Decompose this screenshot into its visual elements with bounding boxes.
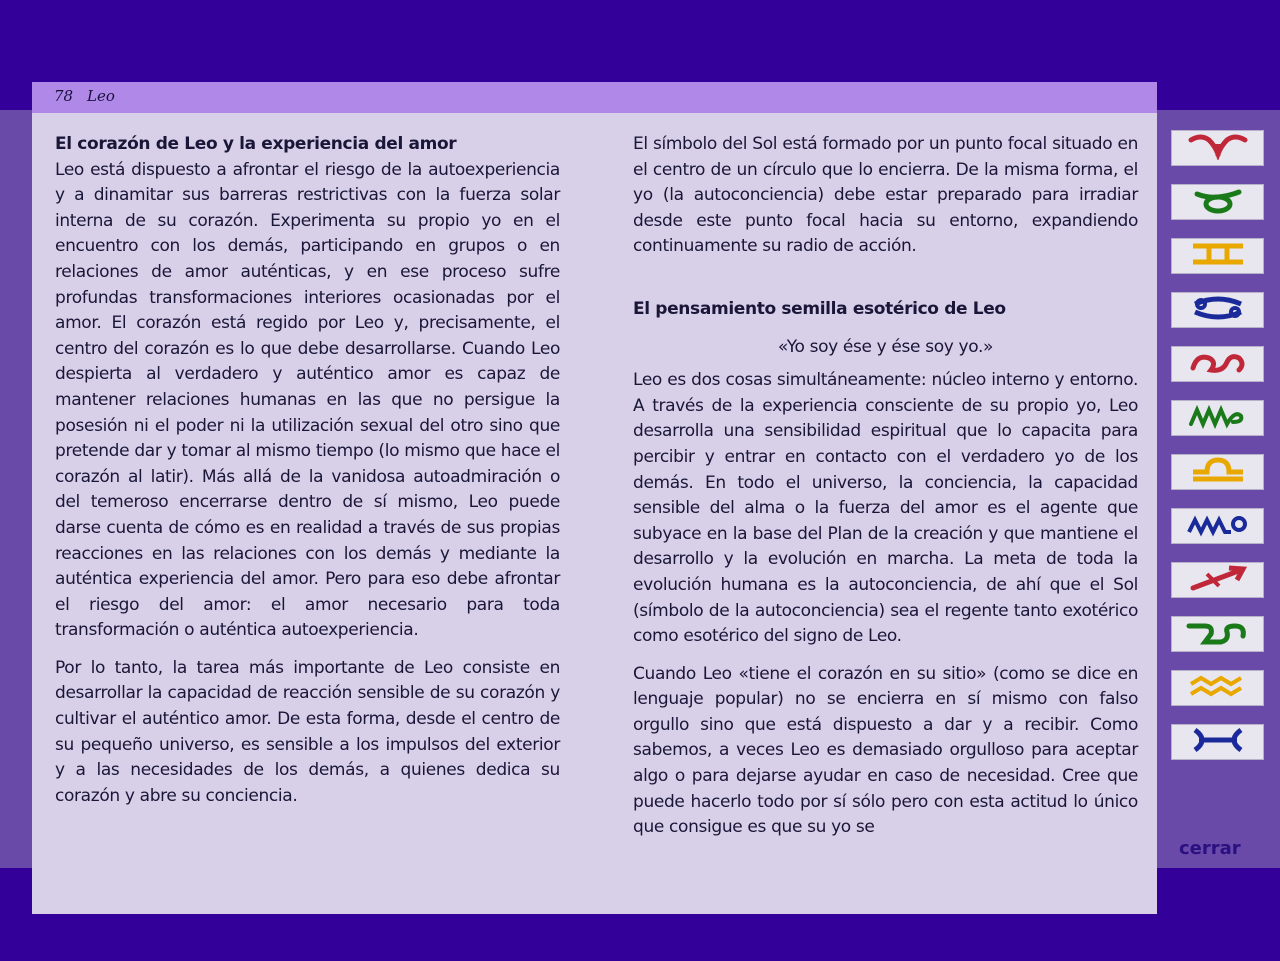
gemini-icon	[1183, 240, 1253, 272]
paragraph: Leo está dispuesto a afrontar el riesgo de la autoexperiencia y a dinamitar sus barreras restrictivas con la fuerza solar interna de su corazón. Experimenta su propio yo en el encuentro con los demás, participando en grupos o en relaciones de amor auténticas, y en ese proceso sufre profundas transformaciones interiores ocasionadas por el amor. El corazón está regido por Leo y, precisamente, el centro del corazón es lo que debe desarrollarse. Cuando Leo despierta al verdadero y auténtico amor es capaz de mantener relaciones humanas en las que no persigue la posesión ni el poder ni la utilización sexual del otro sino que pretende dar y tomar al mismo tiempo (lo mismo que hace el corazón al latir). Más allá de la vanidosa autoadmiración o del temeroso encerrarse dentro de sí mismo, Leo puede darse cuenta de cómo es en realidad a través de sus propias reacciones en las relaciones con los demás y mediante la auténtica experiencia del amor. Pero para eso debe afrontar el riesgo del amor: el amor necesario para toda transformación o auténtica autoexperiencia.	[55, 159, 560, 641]
capricorn-icon	[1183, 618, 1253, 650]
section-heading-left: El corazón de Leo y la experiencia del amor	[55, 134, 457, 154]
section-heading-right: El pensamiento semilla esotérico de Leo	[633, 298, 1006, 319]
scorpio-icon	[1183, 510, 1253, 542]
seed-thought-quote: «Yo soy ése y ése soy yo.»	[777, 336, 994, 357]
zodiac-button-aquarius[interactable]	[1171, 670, 1264, 706]
left-column	[55, 132, 560, 821]
zodiac-button-taurus[interactable]	[1171, 184, 1264, 220]
leo-icon	[1183, 348, 1253, 380]
zodiac-button-cancer[interactable]	[1171, 292, 1264, 328]
zodiac-button-leo[interactable]	[1171, 346, 1264, 382]
zodiac-navigation	[1171, 130, 1266, 778]
aquarius-icon	[1183, 672, 1253, 704]
sagittarius-icon	[1183, 564, 1253, 596]
taurus-icon	[1183, 186, 1253, 218]
zodiac-button-scorpio[interactable]	[1171, 508, 1264, 544]
page-header	[32, 82, 1157, 113]
libra-icon	[1183, 456, 1253, 488]
close-button[interactable]: cerrar	[1179, 838, 1241, 859]
zodiac-button-pisces[interactable]	[1171, 724, 1264, 760]
zodiac-button-gemini[interactable]	[1171, 238, 1264, 274]
paragraph: Leo es dos cosas simultáneamente: núcleo interno y entorno. A través de la experiencia consciente de su propio yo, Leo desarrolla una sensibilidad espiritual que lo capacita para percibir y entrar en contacto con el verdadero yo de los demás. En todo el universo, la conciencia, la capacidad sensible del alma o la fuerza del amor es el agente que subyace en la base del Plan de la creación y que mantiene el desarrollo y la evolución en marcha. La meta de toda la evolución humana es la autoconciencia, de ahí que el Sol (símbolo de la autoconciencia) sea el regente tanto exotérico como esotérico del signo de Leo.	[633, 370, 1138, 647]
book-page	[32, 82, 1157, 914]
paragraph: Por lo tanto, la tarea más importante de Leo consiste en desarrollar la capacidad de reacción sensible de su corazón y cultivar el auténtico amor. De esta forma, desde el centro de su pequeño universo, es sensible a los impulsos del exterior y a las necesidades de los demás, a quienes dedica su corazón y abre su conciencia.	[55, 657, 560, 806]
paragraph: El símbolo del Sol está formado por un punto focal situado en el centro de un círculo que lo encierra. De la misma forma, el yo (la autoconciencia) debe estar preparado para irradiar desde este punto focal hacia su entorno, expandiendo continuamente su radio de acción.	[633, 134, 1138, 257]
virgo-icon	[1183, 402, 1253, 434]
running-title: Leo	[87, 87, 115, 105]
zodiac-button-sagittarius[interactable]	[1171, 562, 1264, 598]
pisces-icon	[1183, 726, 1253, 758]
right-column	[633, 132, 1138, 853]
zodiac-button-libra[interactable]	[1171, 454, 1264, 490]
cancer-icon	[1183, 294, 1253, 326]
zodiac-button-aries[interactable]	[1171, 130, 1264, 166]
paragraph: Cuando Leo «tiene el corazón en su sitio» (como se dice en lenguaje popular) no se encierra en sí mismo con falso orgullo sino que está dispuesto a dar y a recibir. Como sabemos, a veces Leo es demasiado orgulloso para aceptar algo o para dejarse ayudar en caso de necesidad. Cree que puede hacerlo todo por sí sólo pero con esta actitud lo único que consigue es que su yo se	[633, 663, 1138, 838]
page-number: 78	[54, 87, 74, 105]
aries-icon	[1183, 132, 1253, 164]
zodiac-button-virgo[interactable]	[1171, 400, 1264, 436]
zodiac-button-capricorn[interactable]	[1171, 616, 1264, 652]
